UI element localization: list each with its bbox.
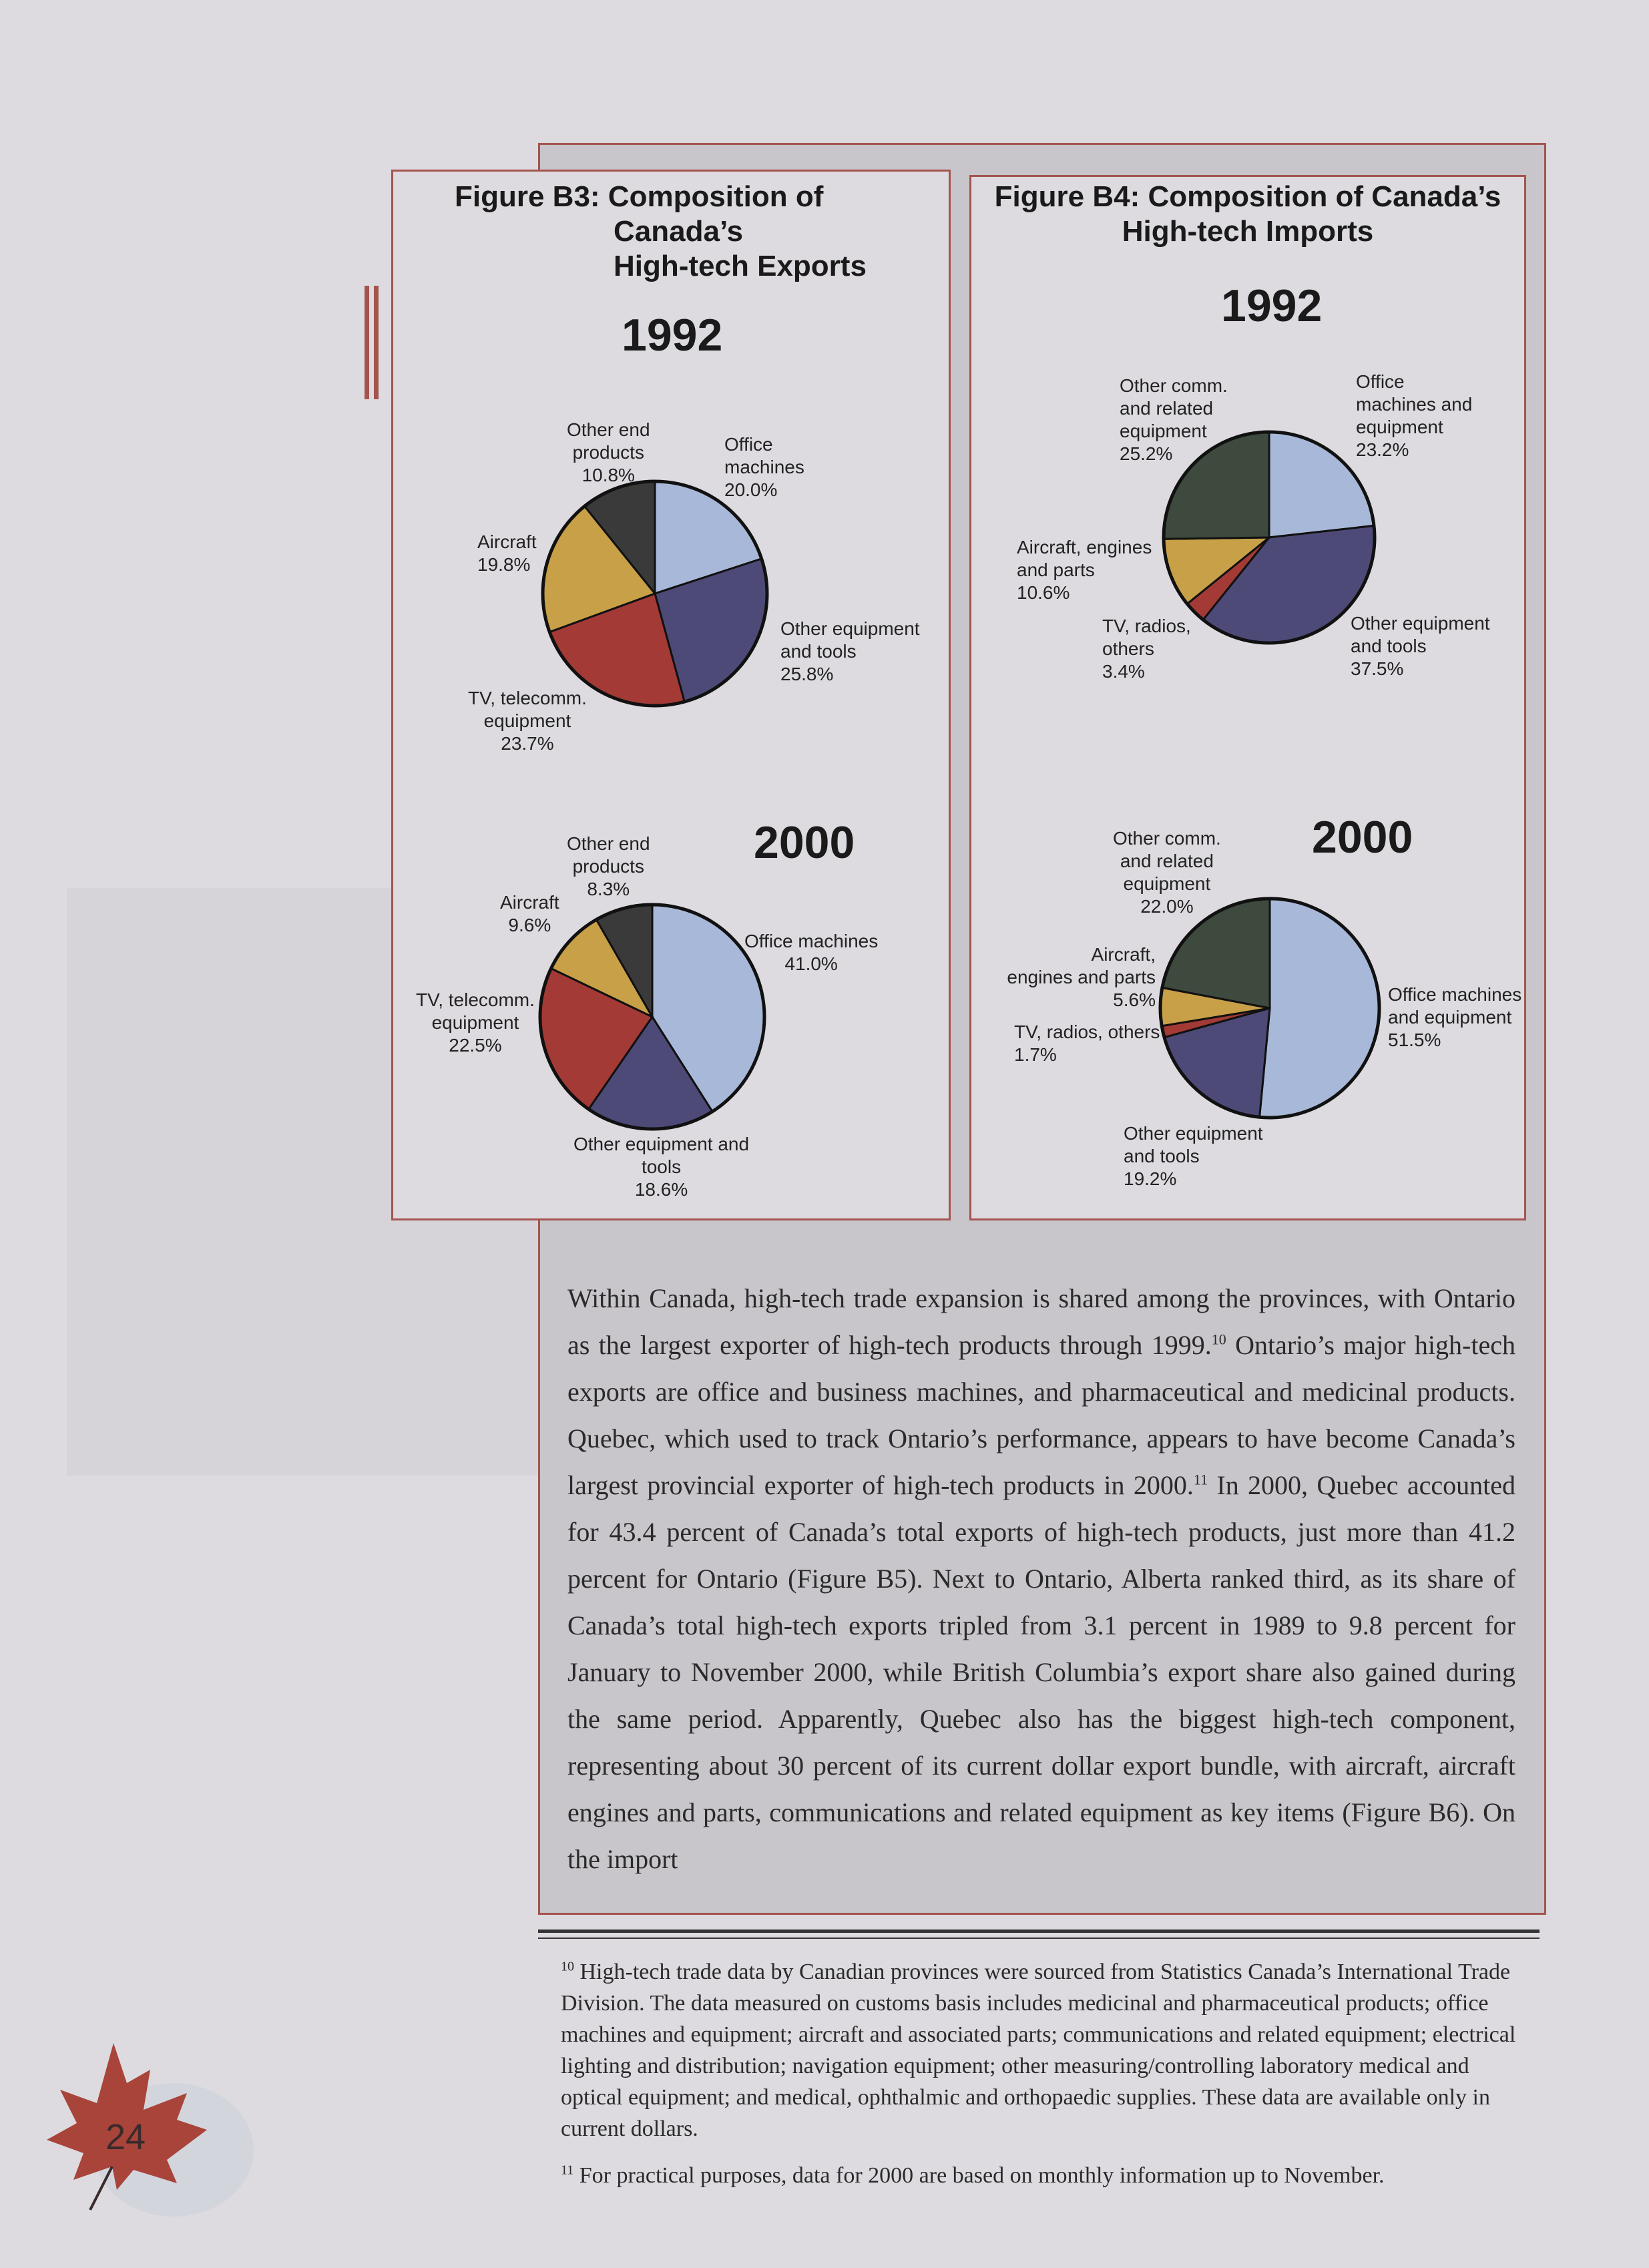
year-label-1992: 1992 — [1221, 280, 1323, 331]
label-line: and tools — [1351, 636, 1427, 656]
figure-b3 — [391, 170, 951, 1220]
label-line: and tools — [1124, 1146, 1200, 1166]
label-line: machines — [724, 457, 804, 477]
label-line: Other equipment and — [573, 1134, 750, 1154]
pie-chart-b3-2000 — [539, 903, 766, 1130]
footnote-ref-10[interactable]: 10 — [1211, 1331, 1226, 1348]
label-line: Aircraft, engines — [1017, 537, 1152, 557]
figure-b3-title-line: High-tech Exports — [614, 250, 867, 282]
label-line: 8.3% — [587, 879, 630, 899]
label-line: 22.5% — [449, 1035, 502, 1056]
label-line: 18.6% — [634, 1179, 688, 1200]
label-other-comm — [1113, 827, 1221, 918]
label-line: Office — [724, 434, 773, 455]
figure-b3-title-line: Figure B3: Composition of — [455, 180, 824, 213]
label-other-equipment — [573, 1133, 749, 1201]
label-line: equipment — [483, 710, 571, 731]
footnote-ref-11[interactable]: 11 — [1193, 1471, 1208, 1488]
label-line: 9.6% — [508, 915, 551, 935]
label-line: 23.7% — [501, 733, 554, 754]
label-line: and equipment — [1388, 1007, 1512, 1028]
label-other-end-products — [567, 419, 650, 487]
label-line: 25.8% — [780, 664, 834, 684]
label-line: 25.2% — [1120, 443, 1173, 464]
label-line: 41.0% — [784, 953, 838, 974]
label-other-equipment — [1124, 1122, 1263, 1190]
label-other-equipment — [780, 618, 920, 686]
label-tv-radios — [1102, 615, 1191, 683]
year-label-1992: 1992 — [622, 310, 723, 361]
label-line: 22.0% — [1140, 896, 1194, 917]
label-tv-telecomm — [416, 989, 535, 1057]
label-aircraft — [1017, 536, 1152, 604]
label-line: others — [1102, 638, 1154, 659]
footnote-10 — [561, 1956, 1522, 2144]
label-line: machines and — [1356, 394, 1473, 415]
label-line: equipment — [1120, 421, 1207, 441]
label-line: engines and parts — [1007, 967, 1156, 987]
label-line: TV, telecomm. — [468, 688, 587, 708]
label-aircraft — [993, 943, 1156, 1011]
label-line: Aircraft — [500, 892, 559, 913]
label-line: TV, telecomm. — [416, 989, 535, 1010]
label-line: 19.8% — [477, 554, 531, 575]
label-line: equipment — [1123, 873, 1211, 894]
footnote-divider — [538, 1938, 1540, 1939]
label-other-end-products — [567, 833, 650, 901]
footnote-11 — [561, 2160, 1522, 2191]
label-line: Other comm. — [1113, 828, 1221, 849]
body-paragraph — [567, 1275, 1515, 1883]
pie-chart-b4-2000 — [1160, 898, 1380, 1118]
label-line: TV, radios, others — [1014, 1022, 1160, 1042]
label-line: Aircraft, — [1091, 944, 1156, 965]
label-line: TV, radios, — [1102, 616, 1191, 636]
footnote-text: For practical purposes, data for 2000 are based on monthly information up to November. — [573, 2163, 1385, 2188]
label-line: Office machines — [744, 931, 879, 951]
label-line: and related — [1120, 398, 1214, 419]
label-line: 23.2% — [1356, 439, 1409, 460]
body-text-segment: Within Canada, high-tech trade expansion is shared among the provinces, with Ontario as the largest exporter of high-tech products through 1999. — [567, 1283, 1515, 1360]
figure-b3-title-line: Canada’s — [614, 215, 744, 248]
label-line: 20.0% — [724, 479, 778, 500]
label-tv-telecomm — [468, 687, 587, 755]
label-line: 10.8% — [581, 465, 635, 485]
label-line: Other end — [567, 833, 650, 854]
label-line: 3.4% — [1102, 661, 1145, 682]
label-office-machines — [744, 930, 878, 975]
page-number: 24 — [105, 2117, 146, 2157]
label-line: Office machines — [1388, 984, 1522, 1005]
label-line: and tools — [780, 641, 857, 662]
footnote-text: High-tech trade data by Canadian provinces were sourced from Statistics Canada’s International Trade Division. The data measured on customs basis includes medicinal and pharmaceutical products; office machines and equipment; aircraft and associated parts; communications and related equipment; electrical lighting and distribution; navigation equipment; other measuring/controlling laboratory medical and optical equipment; and medical, ophthalmic and orthopaedic supplies. These data are available only in current dollars. — [561, 1960, 1516, 2141]
label-line: Other equipment — [1351, 613, 1490, 634]
pie-slice-office-machines-and-equipment — [1260, 899, 1379, 1118]
figure-b3-title — [455, 180, 867, 284]
label-line: products — [572, 442, 644, 463]
label-line: Other end — [567, 419, 650, 440]
figure-b4-title-line: Figure B4: Composition of Canada’s — [994, 180, 1501, 213]
label-line: and parts — [1017, 559, 1095, 580]
label-office-machines — [724, 433, 804, 501]
label-line: Other equipment — [780, 618, 920, 639]
label-office-machines — [1388, 983, 1521, 1052]
label-line: 19.2% — [1124, 1168, 1177, 1189]
label-aircraft — [477, 531, 537, 576]
footnote-number: 10 — [561, 1959, 574, 1974]
label-line: Office — [1356, 371, 1405, 392]
label-line: products — [572, 856, 644, 877]
label-aircraft — [500, 891, 559, 937]
label-line: equipment — [1356, 417, 1443, 437]
figure-b4-title-line: High-tech Imports — [1122, 215, 1374, 248]
label-line: 10.6% — [1017, 582, 1070, 603]
body-text-segment: Ontario’s major high-tech exports are office and business machines, and pharmaceutical and medicinal products. Quebec, which used to track Ontario’s performance, appears to have become Canada’s largest provincial exporter of high-tech products in 2000. — [567, 1330, 1515, 1500]
label-office-machines — [1356, 371, 1472, 461]
figure-b4-title — [981, 180, 1515, 249]
label-other-comm — [1120, 375, 1228, 465]
label-other-equipment — [1351, 612, 1490, 680]
label-line: and related — [1120, 851, 1214, 871]
label-line: Aircraft — [477, 531, 537, 552]
label-line: 1.7% — [1014, 1044, 1057, 1065]
label-line: equipment — [431, 1012, 519, 1033]
year-label-2000: 2000 — [754, 817, 855, 868]
label-line: 5.6% — [1113, 989, 1156, 1010]
footnote-number: 11 — [561, 2163, 574, 2178]
decorative-red-bars — [365, 286, 379, 399]
footnote-divider — [538, 1930, 1540, 1933]
label-tv-radios — [1014, 1021, 1160, 1066]
pie-chart-b3-1992 — [541, 480, 768, 707]
label-line: tools — [641, 1156, 682, 1177]
body-text-segment: In 2000, Quebec accounted for 43.4 percent of Canada’s total exports of high-tech products, just more than 41.2 percent for Ontario (Figure B5). Next to Ontario, Alberta ranked third, as its share of Canada’s total high-tech exports tripled from 3.1 percent in 1989 to 9.8 percent for January to November 2000, while British Columbia’s export share also gained during the same period. Apparently, Quebec also has the biggest high-tech component, representing about 30 percent of its current dollar export bundle, with aircraft, aircraft engines and parts, communications and related equipment as key items (Figure B6). On the import — [567, 1470, 1515, 1874]
label-line: 37.5% — [1351, 658, 1404, 679]
label-line: Other equipment — [1124, 1123, 1263, 1144]
label-line: 51.5% — [1388, 1030, 1441, 1050]
figure-b4 — [969, 175, 1526, 1220]
year-label-2000: 2000 — [1312, 812, 1413, 863]
label-line: Other comm. — [1120, 375, 1228, 396]
